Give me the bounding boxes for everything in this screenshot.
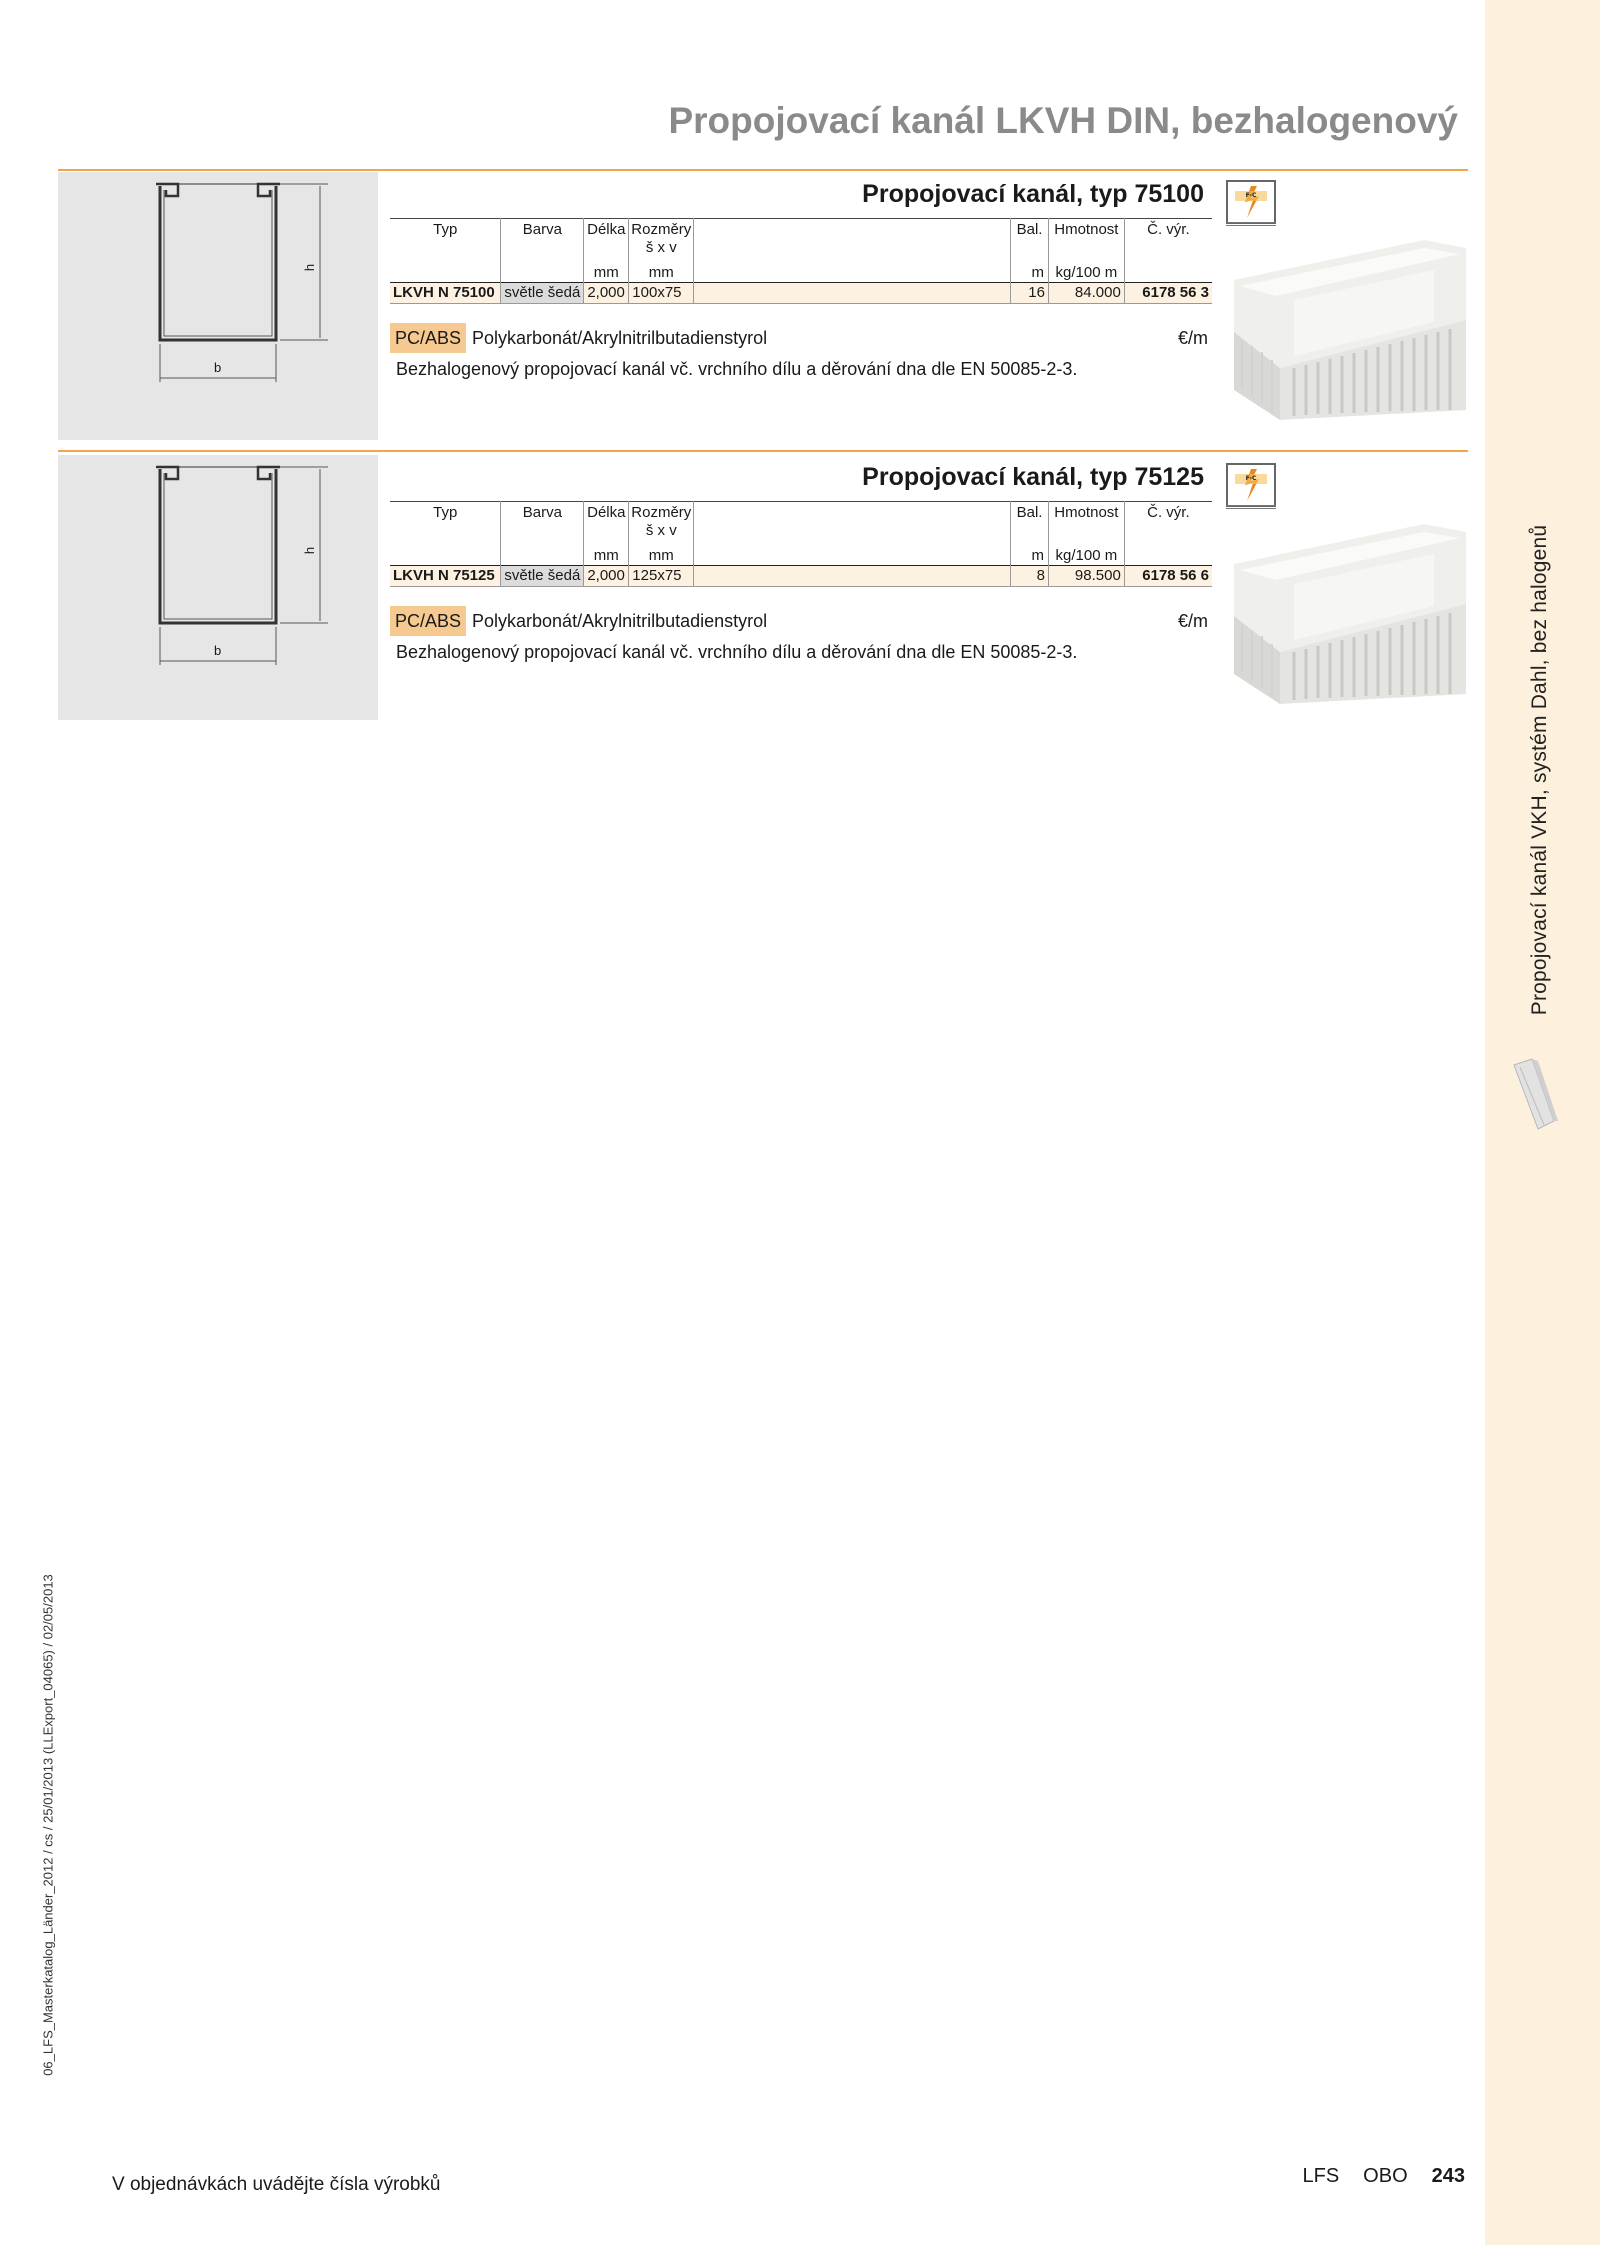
section-divider [58,450,1468,452]
material-code: PC/ABS [390,323,466,353]
price-unit: €/m [1177,328,1208,348]
unit-hmotnost: kg/100 m [1055,264,1118,281]
dimension-label-b: b [214,360,222,375]
header-barva: Barva [501,219,584,283]
header-barva: Barva [501,502,584,566]
header-cislo: Č. výr. [1124,219,1212,283]
product-title: Propojovací kanál, typ 75125 [862,463,1204,491]
sidebar-thumbnail-image [1510,1055,1558,1140]
file-reference-note: 06_LFS_Masterkatalog_Länder_2012 / cs / 25/01/2013 (LLExport_04065) / 02/05/2013 [40,1574,56,2076]
material-name: Polykarbonát/Akrylnitrilbutadienstyrol [472,328,768,348]
cell-pack: 16 [1011,283,1049,304]
price-unit: €/m [1177,611,1208,631]
svg-text:F-C: F-C [1245,192,1257,199]
icon-underline [1226,222,1276,226]
cell-length: 2,000 [584,566,629,587]
cell-color: světle šedá [501,566,584,587]
table-row [390,283,1212,304]
header-delka: Délka mm [584,502,629,566]
dimension-label-h: h [302,263,318,272]
product-photo [1234,524,1466,709]
product-title: Propojovací kanál, typ 75100 [862,180,1204,208]
unit-hmotnost: kg/100 m [1055,547,1118,564]
cell-pack: 8 [1011,566,1049,587]
footer-order-note: V objednávkách uvádějte čísla výrobků [112,2174,441,2195]
product-table [390,218,1212,304]
product-photo [1234,240,1466,425]
unit-bal: m [1031,264,1044,281]
product-table [390,501,1212,587]
dimension-label-h: h [302,546,318,555]
header-hmotnost: Hmotnost kg/100 m [1048,219,1124,283]
table-header-row [390,219,1212,283]
header-rozmery: Rozměry š x v mm [629,502,694,566]
cell-spacer [694,566,1011,587]
footer-lfs: LFS [1302,2165,1340,2187]
product-description: Bezhalogenový propojovací kanál vč. vrchního dílu a děrování dna dle EN 50085-2-3. [396,642,1078,662]
cell-article: 6178 56 3 [1124,283,1212,304]
cross-section-drawing [58,455,378,720]
header-hmotnost: Hmotnost kg/100 m [1048,502,1124,566]
header-typ: Typ [433,504,458,521]
material-row [390,323,1212,353]
dimension-label-b: b [214,643,222,658]
cell-weight: 98.500 [1048,566,1124,587]
footer-page-info [1278,2165,1465,2188]
header-spacer [694,502,1011,566]
header-typ: Typ [433,221,458,238]
icon-underline [1226,505,1276,509]
material-name: Polykarbonát/Akrylnitrilbutadienstyrol [472,611,768,631]
cell-length: 2,000 [584,283,629,304]
cell-article: 6178 56 6 [1124,566,1212,587]
cell-type: LKVH N 75100 [390,283,501,304]
header-cislo: Č. výr. [1124,502,1212,566]
header-bal: Bal. m [1011,502,1049,566]
header-spacer [694,219,1011,283]
unit-delka: mm [593,264,619,281]
table-header-row [390,502,1212,566]
cell-color: světle šedá [501,283,584,304]
cell-dims: 100x75 [629,283,694,304]
unit-delka: mm [593,547,619,564]
page-title: Propojovací kanál LKVH DIN, bezhalogenový [668,100,1458,141]
page-number: 243 [1431,2165,1465,2187]
header-delka: Délka mm [584,219,629,283]
material-code: PC/ABS [390,606,466,636]
cross-section-drawing [58,172,378,440]
product-description: Bezhalogenový propojovací kanál vč. vrchního dílu a děrování dna dle EN 50085-2-3. [396,359,1078,379]
table-row [390,566,1212,587]
cell-weight: 84.000 [1048,283,1124,304]
header-bal: Bal. m [1011,219,1049,283]
svg-text:F-C: F-C [1245,475,1257,482]
sidebar-section-label: Propojovací kanál VKH, systém Dahl, bez halogenů [1528,524,1551,1016]
footer-obo: OBO [1363,2165,1408,2187]
flame-retardant-icon [1226,180,1276,224]
cell-dims: 125x75 [629,566,694,587]
header-rozmery: Rozměry š x v mm [629,219,694,283]
cell-spacer [694,283,1011,304]
unit-bal: m [1031,547,1044,564]
unit-rozmery: mm [648,547,674,564]
material-row [390,606,1212,636]
flame-retardant-icon [1226,463,1276,507]
cell-type: LKVH N 75125 [390,566,501,587]
unit-rozmery: mm [648,264,674,281]
section-divider [58,169,1468,171]
